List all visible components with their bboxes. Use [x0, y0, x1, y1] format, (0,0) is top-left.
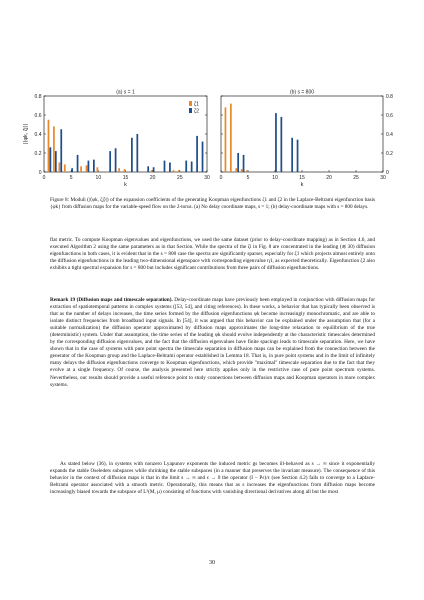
- x-tick-label: 15: [122, 175, 129, 181]
- panel-a: [22, 90, 210, 189]
- bar-zeta2: [60, 129, 62, 172]
- bar-zeta2: [147, 166, 149, 172]
- bar-zeta2: [164, 161, 166, 172]
- bar-zeta1: [86, 165, 88, 172]
- y-tick-label: 0: [38, 169, 42, 176]
- x-tick-label: 10: [95, 175, 102, 181]
- bar-zeta2: [291, 138, 293, 172]
- bar-zeta1: [118, 168, 120, 172]
- bar-zeta1: [58, 163, 60, 173]
- x-axis-label: k: [300, 182, 304, 188]
- y-tick-label: 0.6: [34, 112, 42, 119]
- bar-zeta2: [109, 151, 111, 172]
- x-tick-label: 25: [353, 175, 359, 181]
- bar-zeta1: [246, 170, 248, 172]
- bar-zeta1: [151, 170, 153, 172]
- y-tick-label: 0.8: [34, 93, 42, 100]
- bar-zeta2: [55, 151, 57, 172]
- y-tick-label: 0.6: [386, 112, 393, 119]
- y-tick-label: 0.4: [386, 131, 393, 138]
- x-tick-label: 5: [246, 175, 250, 181]
- remark-19: [50, 297, 375, 389]
- bar-zeta2: [243, 155, 245, 172]
- paragraph-1: flat metric. To compute Koopman eigenvalues and eigenfunctions, we used the same dataset (prior to delay-coordinate mapping) as in Section 4.6, and executed Algorithm 2 using the same parameters as in that Section. While the spectra of the ζi in Fig. 8 are concentrated in the leading (≲ 30) diffusion eigenfunctions in both cases, it is evident that in the s = 800 case the spectra are significantly sparser, especially for ζ1 which projects almost entirely onto the diffusion eigenfunctions in the leading two-dimensional eigenspace with corresponding eigenvalue η1, as expected theoretically. Eigenfunction ζ2 also exhibits a tight spectral expansion for s = 800 but includes significant contributions from three pairs of diffusion eigenfunctions.: [50, 237, 375, 272]
- bar-zeta2: [237, 153, 239, 172]
- y-tick-label: 0.2: [34, 150, 42, 157]
- x-tick-label: 25: [177, 175, 183, 181]
- bar-zeta2: [196, 136, 198, 172]
- bar-zeta1: [178, 170, 180, 172]
- remark-title: Remark 19 (Diffusion maps and timescale separation).: [50, 297, 173, 303]
- bar-zeta2: [136, 134, 138, 172]
- bar-zeta2: [297, 140, 299, 172]
- figure-caption: Figure 8: Moduli (|⟨φk, ζj⟩|) of the expansion coefficients of the generating Koopman eigenfunctions ζ1 and ζ2 in the Laplace-Beltrami eigenfunction basis {φk} from diffusion maps for the variable-speed flow on the 2-torus. (a) No delay coordinate maps, s = 1; (b) delay-coordinate maps with s = 800 delays.: [50, 197, 375, 210]
- y-tick-label: 0.4: [34, 131, 42, 138]
- bar-zeta2: [131, 138, 133, 172]
- page-number: 30: [209, 560, 215, 566]
- bar-zeta2: [169, 163, 171, 173]
- bar-zeta1: [48, 120, 50, 172]
- x-tick-label: 20: [149, 175, 156, 181]
- x-tick-label: 15: [299, 175, 305, 181]
- bar-zeta2: [153, 167, 155, 172]
- legend-label: ζ1: [194, 101, 199, 108]
- bar-zeta2: [185, 161, 187, 172]
- bar-zeta2: [93, 160, 95, 172]
- x-tick-label: 20: [326, 175, 332, 181]
- plot-frame: [44, 96, 207, 172]
- x-tick-label: 30: [380, 175, 386, 181]
- y-tick-label: 0.2: [386, 150, 393, 157]
- panel-title: (b) s = 800: [289, 89, 315, 96]
- bar-zeta1: [124, 169, 126, 172]
- figure-8: [0, 0, 424, 200]
- x-tick-label: 0: [219, 175, 223, 181]
- bar-zeta1: [230, 104, 232, 172]
- remark-body: Delay-coordinate maps have previously been employed in conjunction with diffusion maps for extraction of spatiotemporal patterns in complex systems ([53, 54], and citing references). In these works, a behavior that has typically been observed is that as the number of delays increases, the time series formed by the diffusion eigenfunctions φk become increasingly monochromatic, and are able to isolate distinct frequencies from broadband input signals. In [54], it was argued that this behavior can be explained under the assumption that (for a suitable normalization) the diffusion operator approximated by diffusion maps approximates the long-time relaxation to equilibrium of the true (deterministic) system. Under that assumption, the time series of the leading φk should evolve independently at the characteristic timescales determined by the corresponding diffusion eigenvalues, and the fact that the diffusion eigenvalues have finite spacings leads to timescale separation. Here, we have shown that in the case of systems with pure point spectra the timescale separation in diffusion maps can be explained from the connection between the generator of the Koopman group and the Laplace-Beltrami operator established in Lemma 18. That is, in pure point systems and in the limit of infinitely many delays the diffusion eigenfunctions converge to Koopman eigenfunctions, which provide "maximal" timescale separation due to the fact that they evolve at a single frequency. Of course, the analysis presented here strictly applies only in the restrictive case of pure point spectrum systems. Nevertheless, our results should provide a useful reference point to study connections between diffusion maps and Koopman operators in more complex systems.: [50, 297, 375, 388]
- bar-zeta2: [71, 168, 73, 172]
- paragraph-3: As stated below (36), in systems with nonzero Lyapunov exponents the induced metric gs becomes ill-behaved as s → ∞ since it exponentially expands the stable Oseledets subspaces while shrinking the stable subspaces (in a manner that preserves the invariant measure). The consequence of this behavior in the context of diffusion maps is that in the limit s → ∞ and ϵ → 0 the operator (I − Pϵ)/ϵ (see Section 4.2) fails to converge to a Laplace-Beltrami operator associated with a smooth metric. Operationally, this means that as s increases the eigenfunctions from diffusion maps become increasingly biased towards the subspace of L²(M, μ) consisting of functions with vanishing directional derivatives along all but the most: [50, 461, 375, 496]
- bar-zeta2: [275, 113, 277, 172]
- bar-zeta1: [241, 169, 243, 172]
- legend-swatch: [189, 101, 192, 106]
- bar-zeta2: [115, 148, 117, 172]
- panel-title: (a) s = 1: [116, 89, 135, 96]
- plot-frame: [221, 96, 383, 172]
- bar-zeta1: [64, 164, 66, 172]
- bar-zeta1: [80, 166, 82, 172]
- bar-zeta1: [173, 170, 175, 172]
- bar-zeta1: [53, 126, 55, 172]
- bar-zeta1: [235, 168, 237, 172]
- bar-zeta1: [97, 167, 99, 172]
- bar-zeta1: [225, 107, 227, 172]
- panel-b: [220, 90, 394, 189]
- x-tick-label: 30: [204, 175, 210, 181]
- bar-zeta2: [280, 117, 282, 172]
- bar-zeta2: [50, 147, 52, 172]
- bar-zeta2: [191, 162, 193, 172]
- x-tick-label: 10: [272, 175, 278, 181]
- x-tick-label: 5: [69, 175, 73, 181]
- legend-label: ζ2: [194, 108, 199, 115]
- x-axis-label: k: [124, 182, 127, 188]
- y-tick-label: 0: [386, 169, 389, 176]
- legend-swatch: [189, 108, 192, 113]
- y-axis-label: |⟨φk, ζj⟩|: [23, 123, 29, 145]
- bar-zeta2: [77, 155, 79, 172]
- bar-zeta2: [88, 161, 90, 172]
- x-tick-label: 0: [42, 175, 46, 181]
- y-tick-label: 0.8: [386, 93, 393, 100]
- bar-zeta2: [202, 142, 204, 172]
